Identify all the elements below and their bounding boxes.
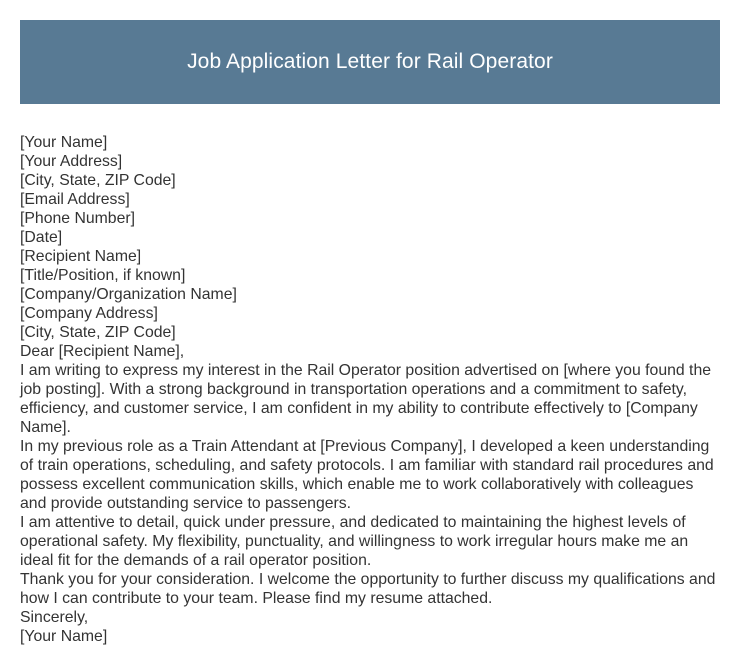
recipient-name: [Recipient Name] [20, 248, 142, 265]
sender-name: [Your Name] [20, 134, 108, 151]
recipient-title: [Title/Position, if known] [20, 267, 186, 284]
salutation: Dear [Recipient Name], [20, 343, 185, 360]
sender-city-state-zip: [City, State, ZIP Code] [20, 172, 176, 189]
signature-name: [Your Name] [20, 628, 108, 645]
sender-address: [Your Address] [20, 153, 123, 170]
recipient-city-state-zip: [City, State, ZIP Code] [20, 324, 176, 341]
closing: Sincerely, [20, 609, 89, 626]
sender-phone: [Phone Number] [20, 210, 136, 227]
paragraph-closing: Thank you for your consideration. I welcome the opportunity to further discuss my qualifications and how I can contribute to your team. Please find my resume attached. [20, 571, 716, 607]
letter-body [20, 133, 722, 646]
page-title: Job Application Letter for Rail Operator [187, 50, 553, 73]
paragraph-qualities: I am attentive to detail, quick under pressure, and dedicated to maintaining the highest levels of operational safety. My flexibility, punctuality, and willingness to work irregular hours make me an ideal fit for the demands of a rail operator position. [20, 514, 689, 569]
recipient-company: [Company/Organization Name] [20, 286, 237, 303]
letter-date: [Date] [20, 229, 63, 246]
paragraph-experience: In my previous role as a Train Attendant at [Previous Company], I developed a keen understanding of train operations, scheduling, and safety protocols. I am familiar with standard rail procedures and possess excellent communication skills, which enable me to work collaboratively with colleagues and provide outstanding service to passengers. [20, 438, 714, 512]
sender-email: [Email Address] [20, 191, 130, 208]
letter-header-banner [20, 20, 720, 104]
recipient-address: [Company Address] [20, 305, 158, 322]
paragraph-intro: I am writing to express my interest in the Rail Operator position advertised on [where you found the job posting]. With a strong background in transportation operations and a commitment to safety, efficiency, and customer service, I am confident in my ability to contribute effectively to [Company Name]. [20, 362, 712, 436]
